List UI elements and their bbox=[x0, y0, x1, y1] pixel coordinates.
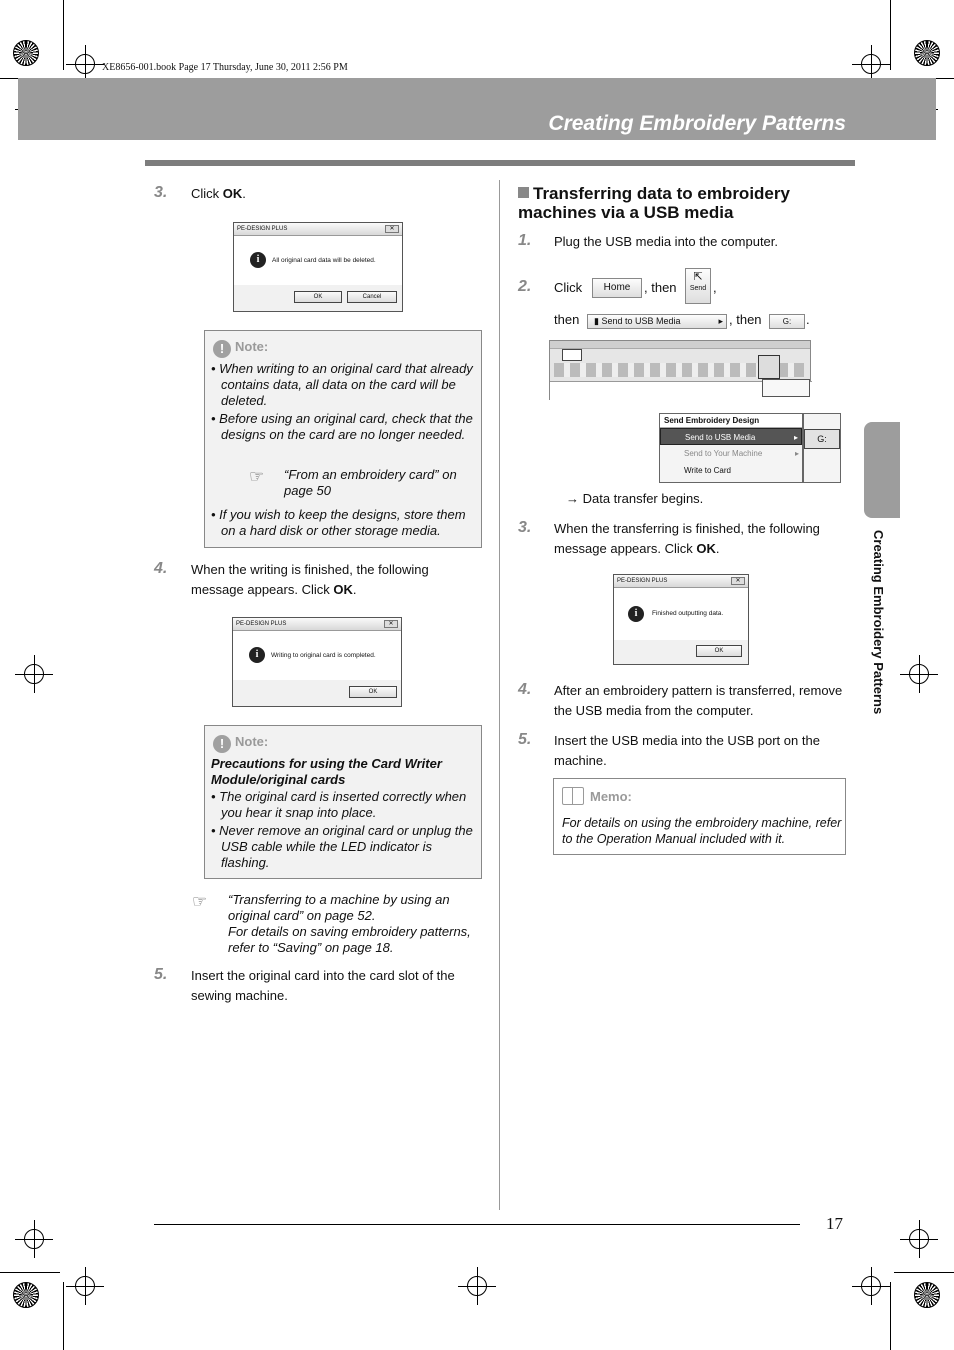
ok-button[interactable]: OK bbox=[349, 686, 397, 698]
step-text: , then bbox=[644, 280, 677, 295]
crosshair-mark bbox=[75, 54, 95, 74]
step-number: 5. bbox=[154, 966, 168, 983]
drive-submenu bbox=[803, 413, 841, 483]
delete-warning-dialog bbox=[233, 222, 403, 312]
crosshair-mark bbox=[24, 664, 44, 684]
dialog-message: Writing to original card is completed. bbox=[271, 652, 376, 659]
step-text: Click OK. bbox=[191, 186, 246, 201]
step-text: then bbox=[554, 312, 580, 327]
registration-starburst-top-left bbox=[13, 40, 39, 66]
send-icon: ⇱ bbox=[693, 271, 703, 283]
chapter-tab-label: Creating Embroidery Patterns bbox=[871, 530, 886, 715]
dialog-title: PE-DESIGN PLUS ✕ bbox=[233, 618, 401, 631]
send-menu bbox=[659, 413, 803, 483]
page-title: Creating Embroidery Patterns bbox=[548, 112, 846, 135]
send-to-usb-menu-item[interactable]: ▮ Send to USB Media ▸ bbox=[587, 314, 727, 329]
chevron-right-icon: ▸ bbox=[794, 449, 799, 458]
note-box bbox=[204, 330, 482, 548]
crop-line bbox=[0, 78, 18, 79]
crop-line bbox=[890, 0, 891, 70]
step-text: Insert the USB media into the USB port on the machine. bbox=[554, 733, 820, 768]
step-text: When the transferring is finished, the following message appears. Click OK. bbox=[554, 521, 820, 556]
note-icon: ! bbox=[213, 340, 231, 358]
crop-line bbox=[890, 1282, 891, 1350]
memo-box bbox=[553, 778, 846, 855]
transfer-finished-dialog bbox=[613, 574, 749, 665]
send-menu-item-usb[interactable]: Send to USB Media ▸ bbox=[660, 428, 802, 445]
send-menu-item-machine[interactable]: Send to Your Machine ▸ bbox=[660, 445, 802, 462]
crop-line bbox=[63, 0, 64, 70]
dialog-title: PE-DESIGN PLUS ✕ bbox=[614, 575, 748, 588]
drive-g-item[interactable]: G: bbox=[804, 429, 840, 449]
result-text: → Data transfer begins. bbox=[566, 491, 704, 506]
dialog-message: All original card data will be deleted. bbox=[272, 257, 376, 264]
chevron-right-icon: ▸ bbox=[793, 433, 798, 442]
drive-g-button[interactable]: G: bbox=[769, 314, 805, 329]
ok-button[interactable]: OK bbox=[294, 291, 342, 303]
note-bullet: • If you wish to keep the designs, store them on a hard disk or other storage media. bbox=[211, 507, 466, 538]
step-text: . bbox=[806, 312, 810, 327]
crosshair-mark bbox=[861, 54, 881, 74]
registration-starburst-top-right bbox=[914, 40, 940, 66]
step-number: 2. bbox=[518, 278, 532, 295]
note-bullet: • The original card is inserted correctly when you hear it snap into place. bbox=[211, 789, 467, 820]
note-box bbox=[204, 725, 482, 879]
info-icon: i bbox=[628, 606, 644, 622]
app-ribbon-screenshot bbox=[549, 340, 811, 400]
crop-line bbox=[0, 1272, 60, 1273]
step-number: 3. bbox=[518, 519, 532, 536]
crosshair-mark bbox=[467, 1276, 487, 1296]
step-text: When the writing is finished, the following message appears. Click OK. bbox=[191, 562, 429, 597]
column-divider bbox=[499, 180, 500, 1210]
footer-rule bbox=[154, 1224, 800, 1225]
header-rule bbox=[145, 160, 855, 166]
close-icon[interactable]: ✕ bbox=[731, 577, 745, 585]
send-label: Send bbox=[689, 285, 707, 292]
reference-icon: ☞ bbox=[192, 892, 208, 911]
memo-text: For details on using the embroidery machine, refer to the Operation Manual included with it. bbox=[562, 816, 842, 846]
cancel-button[interactable]: Cancel bbox=[347, 291, 397, 303]
send-button[interactable] bbox=[685, 268, 711, 304]
step-number: 3. bbox=[154, 184, 168, 201]
step-text: After an embroidery pattern is transferred, remove the USB media from the computer. bbox=[554, 683, 843, 718]
ok-button[interactable]: OK bbox=[696, 645, 742, 657]
note-icon: ! bbox=[213, 735, 231, 753]
crop-line bbox=[936, 78, 954, 79]
registration-starburst-bottom-right bbox=[914, 1282, 940, 1308]
chevron-right-icon: ▸ bbox=[718, 316, 723, 326]
send-menu-item-card[interactable]: Write to Card bbox=[684, 466, 731, 475]
step-text: , then bbox=[729, 312, 762, 327]
note-heading: ! Note: bbox=[213, 339, 268, 358]
step-number: 4. bbox=[518, 681, 532, 698]
page-number: 17 bbox=[826, 1214, 843, 1233]
step-text: Plug the USB media into the computer. bbox=[554, 234, 779, 249]
crop-line bbox=[894, 1272, 954, 1273]
crosshair-mark bbox=[909, 1229, 929, 1249]
step-text: Click bbox=[554, 280, 583, 295]
reference-text: For details on saving embroidery patterns, refer to “Saving” on page 18. bbox=[228, 924, 471, 955]
reference-text: “Transferring to a machine by using an original card” on page 52. bbox=[228, 892, 450, 923]
reference-icon: ☞ bbox=[249, 467, 265, 486]
step-number: 1. bbox=[518, 232, 532, 249]
book-info: XE8656-001.book Page 17 Thursday, June 30, 2011 2:56 PM bbox=[102, 62, 348, 73]
dialog-message: Finished outputting data. bbox=[652, 610, 724, 617]
note-bullet: • Never remove an original card or unplug the USB cable while the LED indicator is flashing. bbox=[211, 823, 473, 870]
crosshair-mark bbox=[909, 664, 929, 684]
home-tab-button[interactable]: Home bbox=[592, 278, 642, 298]
note-bullet: • Before using an original card, check that the designs on the card are no longer needed. bbox=[211, 411, 473, 442]
note-reference: “From an embroidery card” on page 50 bbox=[284, 467, 457, 498]
crosshair-mark bbox=[861, 1276, 881, 1296]
section-bullet-icon bbox=[518, 187, 529, 198]
step-number: 5. bbox=[518, 731, 532, 748]
close-icon[interactable]: ✕ bbox=[384, 620, 398, 628]
close-icon[interactable]: ✕ bbox=[385, 225, 399, 233]
step-text: Insert the original card into the card slot of the sewing machine. bbox=[191, 968, 455, 1003]
chapter-tab bbox=[864, 422, 900, 518]
info-icon: i bbox=[250, 252, 266, 268]
write-complete-dialog bbox=[232, 617, 402, 707]
book-icon bbox=[562, 787, 584, 805]
crosshair-mark bbox=[75, 1276, 95, 1296]
info-icon: i bbox=[249, 647, 265, 663]
crop-line bbox=[63, 1282, 64, 1350]
note-title: Precautions for using the Card Writer Module/original cards bbox=[211, 756, 442, 787]
section-title: Transferring data to embroidery machines via a USB media bbox=[518, 184, 790, 222]
note-heading: ! Note: bbox=[213, 734, 268, 753]
registration-starburst-bottom-left bbox=[13, 1282, 39, 1308]
usb-icon: ▮ bbox=[594, 316, 602, 326]
step-text: , bbox=[713, 280, 717, 295]
send-menu-header: Send Embroidery Design bbox=[660, 414, 802, 428]
step-number: 4. bbox=[154, 560, 168, 577]
dialog-title: PE-DESIGN PLUS ✕ bbox=[234, 223, 402, 236]
crosshair-mark bbox=[24, 1229, 44, 1249]
note-bullet: • When writing to an original card that already contains data, all data on the card will be deleted. bbox=[211, 361, 473, 408]
memo-heading: Memo: bbox=[562, 787, 632, 805]
